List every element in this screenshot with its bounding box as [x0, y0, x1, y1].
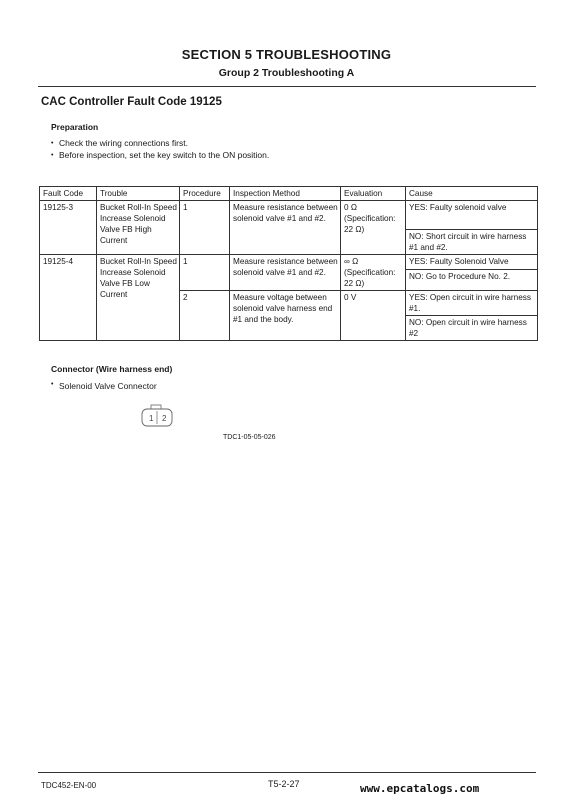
- procedure-cell: 1: [180, 201, 230, 255]
- column-header-inspection-method: Inspection Method: [230, 187, 341, 201]
- connector-pin-label: 2: [162, 414, 167, 423]
- connector-heading: Connector (Wire harness end): [51, 364, 173, 374]
- section-title: SECTION 5 TROUBLESHOOTING: [181, 47, 392, 62]
- evaluation-cell: 0 V: [341, 291, 406, 341]
- inspection-method-cell: Measure resistance between solenoid valve #1 and #2.: [230, 255, 341, 291]
- trouble-cell: Bucket Roll-In Speed Increase Solenoid Valve FB High Current: [97, 201, 180, 255]
- table-row: [40, 255, 538, 270]
- table-header-row: [40, 187, 538, 201]
- fault-code-title: CAC Controller Fault Code 19125: [41, 96, 222, 108]
- watermark-url: www.epcatalogs.com: [360, 782, 480, 795]
- cause-cell: NO: Open circuit in wire harness #2: [406, 316, 538, 341]
- cause-cell: YES: Faulty Solenoid Valve: [406, 255, 538, 270]
- connector-pin-label: 1: [149, 414, 154, 423]
- trouble-cell: Bucket Roll-In Speed Increase Solenoid Valve FB Low Current: [97, 255, 180, 341]
- figure-caption: TDC1-05-05-026: [223, 434, 276, 441]
- fault-code-cell: 19125-3: [40, 201, 97, 255]
- connector-list: [51, 381, 157, 391]
- preparation-list: [51, 138, 281, 161]
- procedure-cell: 2: [180, 291, 230, 341]
- column-header-fault-code: Fault Code: [40, 187, 97, 201]
- column-header-evaluation: Evaluation: [341, 187, 406, 201]
- column-header-cause: Cause: [406, 187, 538, 201]
- preparation-item: • Before inspection, set the key switch to the ON position.: [51, 150, 281, 162]
- evaluation-cell: 0 Ω (Specification: 22 Ω): [341, 201, 406, 255]
- preparation-heading: Preparation: [51, 122, 99, 132]
- cause-cell: NO: Short circuit in wire harness #1 and #2.: [406, 230, 538, 255]
- fault-code-cell: 19125-4: [40, 255, 97, 341]
- inspection-method-cell: Measure voltage between solenoid valve harness end #1 and the body.: [230, 291, 341, 341]
- document-id: TDC452-EN-00: [41, 781, 97, 790]
- cause-cell: NO: Go to Procedure No. 2.: [406, 270, 538, 291]
- connector-item: • Solenoid Valve Connector: [51, 381, 157, 391]
- troubleshooting-table: [39, 186, 538, 341]
- evaluation-cell: ∞ Ω (Specification: 22 Ω): [341, 255, 406, 291]
- header-divider: [38, 86, 536, 87]
- cause-cell: YES: Faulty solenoid valve: [406, 201, 538, 230]
- column-header-procedure: Procedure: [180, 187, 230, 201]
- cause-cell: YES: Open circuit in wire harness #1.: [406, 291, 538, 316]
- group-title: Group 2 Troubleshooting A: [218, 67, 355, 79]
- footer-divider: [38, 772, 536, 773]
- inspection-method-cell: Measure resistance between solenoid valve #1 and #2.: [230, 201, 341, 255]
- table-row: [40, 201, 538, 230]
- solenoid-valve-connector-diagram: [138, 404, 178, 430]
- column-header-trouble: Trouble: [97, 187, 180, 201]
- preparation-item: • Check the wiring connections first.: [51, 138, 281, 150]
- procedure-cell: 1: [180, 255, 230, 291]
- page-number: T5-2-27: [268, 779, 300, 789]
